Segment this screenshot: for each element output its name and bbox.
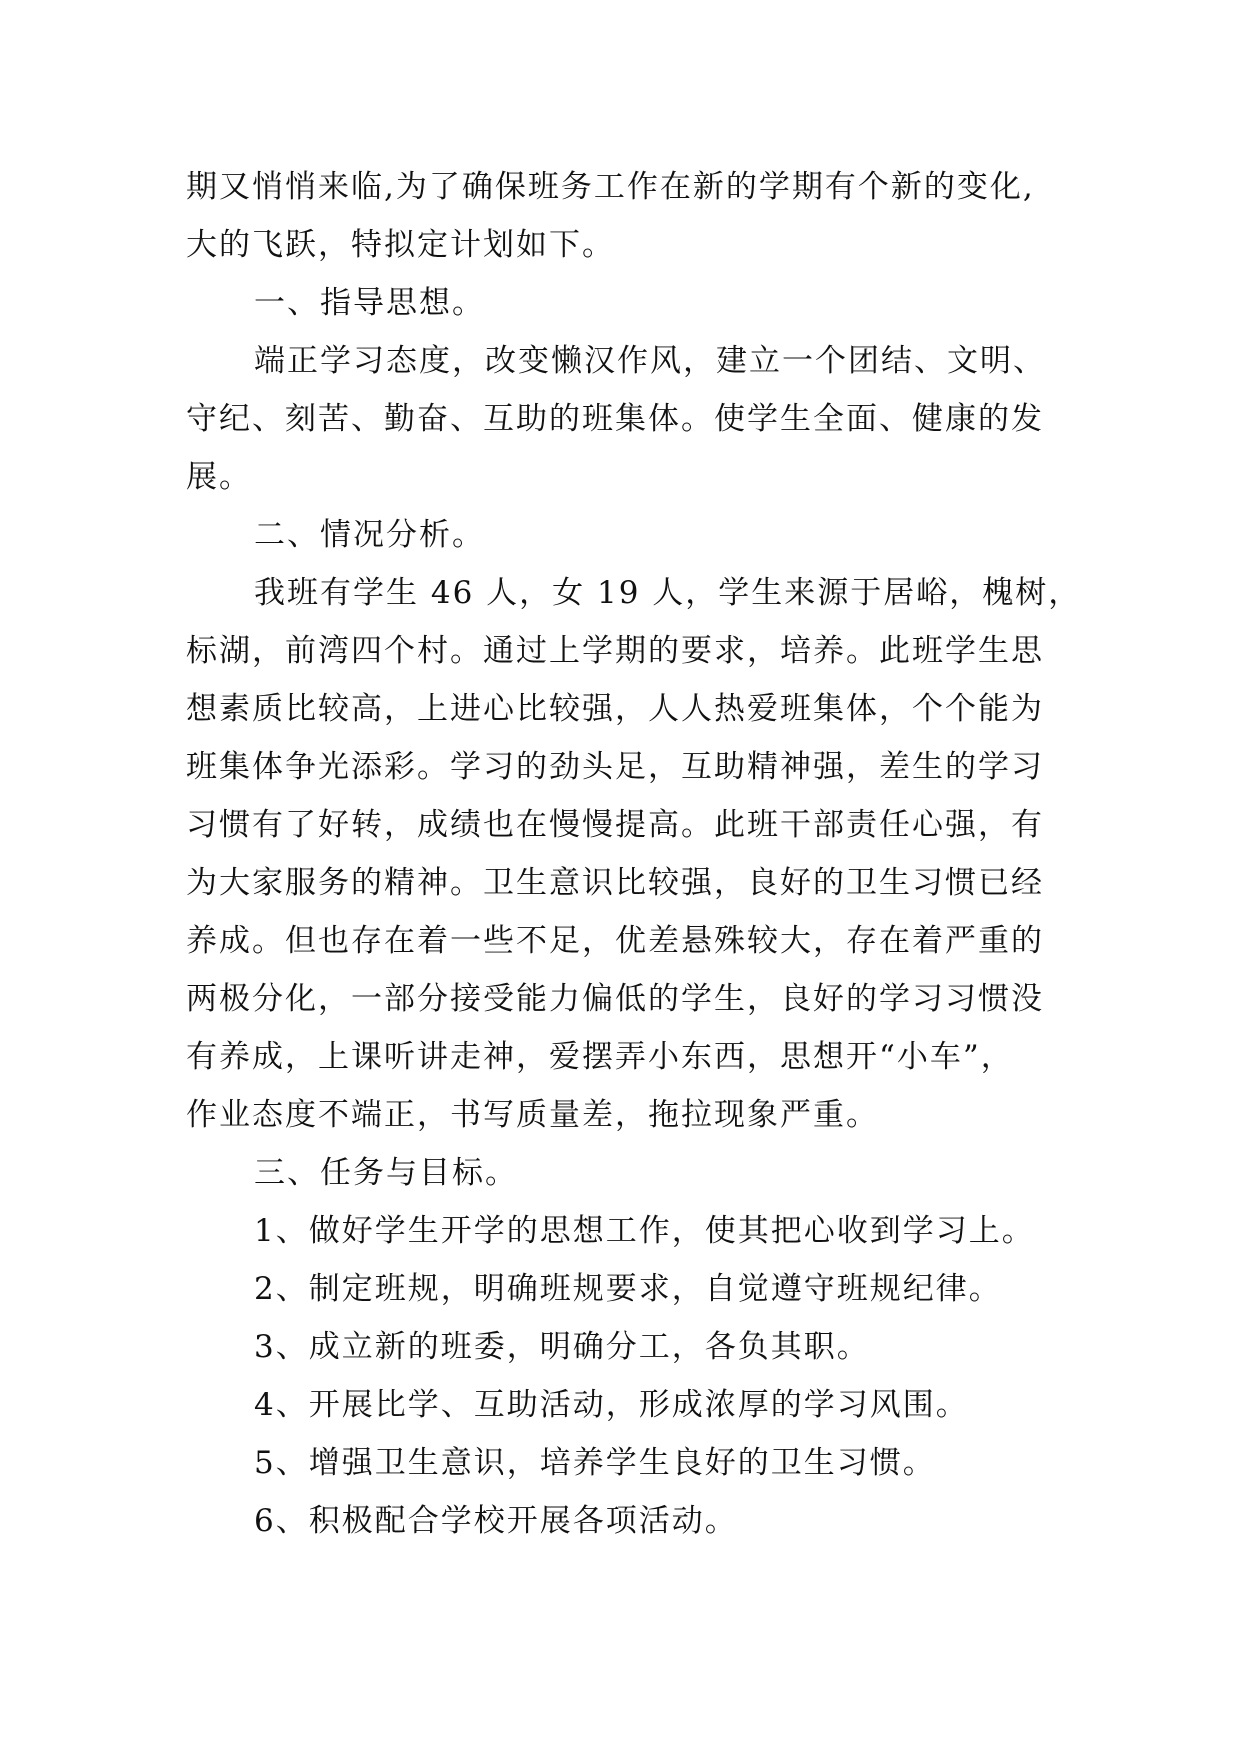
- text-line: 想素质比较高，上进心比较强，人人热爱班集体，个个能为: [186, 691, 1044, 727]
- paragraph-start: 我班有学生 46 人，女 19 人，学生来源于居峪，槐树，: [254, 575, 1082, 611]
- text-line: 有养成，上课听讲走神，爱摆弄小东西，思想开“小车”，: [186, 1039, 1014, 1075]
- text-line: 养成。但也存在着一些不足，优差悬殊较大，存在着严重的: [186, 923, 1044, 959]
- text-line: 大的飞跃，特拟定计划如下。: [186, 227, 615, 263]
- text-line: 期又悄悄来临,为了确保班务工作在新的学期有个新的变化,: [186, 169, 1035, 205]
- list-item: 5、增强卫生意识，培养学生良好的卫生习惯。: [254, 1445, 936, 1481]
- list-item: 6、积极配合学校开展各项活动。: [254, 1503, 738, 1539]
- section-heading: 三、任务与目标。: [254, 1155, 518, 1191]
- document-body: [186, 158, 1086, 1550]
- list-item: 1、做好学生开学的思想工作，使其把心收到学习上。: [254, 1213, 1035, 1249]
- text-line: 标湖，前湾四个村。通过上学期的要求，培养。此班学生思: [186, 633, 1044, 669]
- text-line: 作业态度不端正，书写质量差，拖拉现象严重。: [186, 1097, 879, 1133]
- text-line: 为大家服务的精神。卫生意识比较强，良好的卫生习惯已经: [186, 865, 1044, 901]
- paragraph-start: 端正学习态度，改变懒汉作风，建立一个团结、文明、: [254, 343, 1046, 379]
- text-line: 两极分化，一部分接受能力偏低的学生，良好的学习习惯没: [186, 981, 1044, 1017]
- section-heading: 一、指导思想。: [254, 285, 485, 321]
- text-line: 习惯有了好转，成绩也在慢慢提高。此班干部责任心强，有: [186, 807, 1044, 843]
- text-line: 班集体争光添彩。学习的劲头足，互助精神强，差生的学习: [186, 749, 1044, 785]
- list-item: 2、制定班规，明确班规要求，自觉遵守班规纪律。: [254, 1271, 1002, 1307]
- text-line: 守纪、刻苦、勤奋、互助的班集体。使学生全面、健康的发: [186, 401, 1044, 437]
- text-line: 展。: [186, 459, 252, 495]
- section-heading: 二、情况分析。: [254, 517, 485, 553]
- list-item: 4、开展比学、互助活动，形成浓厚的学习风围。: [254, 1387, 969, 1423]
- list-item: 3、成立新的班委，明确分工，各负其职。: [254, 1329, 870, 1365]
